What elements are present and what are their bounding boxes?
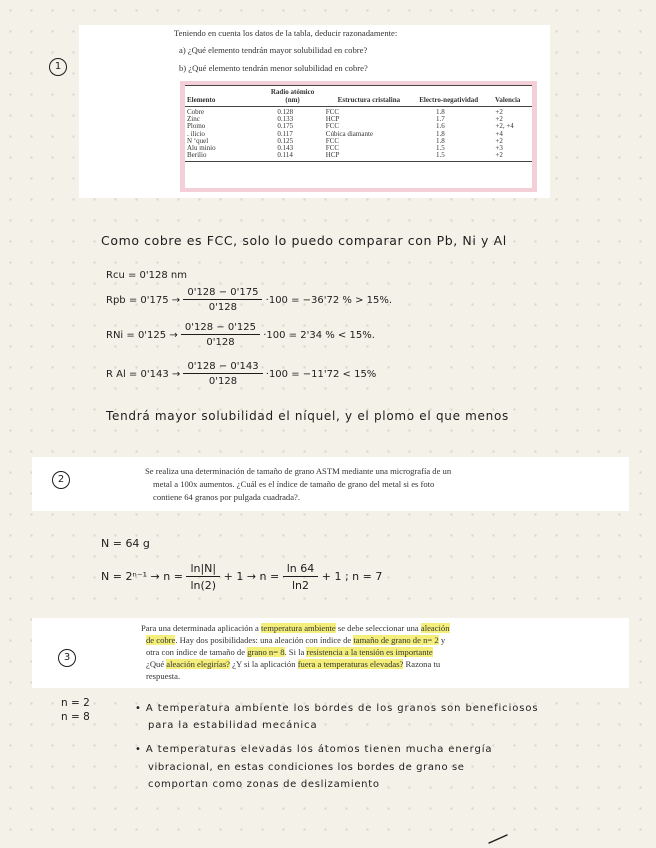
q3-bullet2-line3: comportan como zonas de deslizamiento <box>148 779 380 790</box>
table-cell: 1.8 <box>436 136 445 145</box>
question-3-card <box>32 618 629 688</box>
question-3-line2 <box>146 634 445 646</box>
q3-highlight: grano n= 8 <box>247 647 285 657</box>
table-cell: HCP <box>324 152 414 162</box>
table-header: Radio atómico (nm) <box>261 86 323 107</box>
q1-conclusion: Tendrá mayor solubilidad el níquel, y el plomo el que menos <box>106 409 509 423</box>
al-rhs: ·100 = −11'72 < 15% <box>265 369 377 380</box>
q2-f1-denominator: ln(2) <box>190 579 217 592</box>
element-table-frame <box>180 81 537 192</box>
question-2-line3: contiene 64 granos por pulgada cuadrada?. <box>153 492 300 502</box>
q3-highlight: tamaño de grano de n= 2 <box>353 635 439 645</box>
ni-fraction <box>181 322 260 348</box>
q1-answer-pb <box>106 287 392 313</box>
q3-text: . Si la <box>284 647 307 657</box>
pen-stroke-mark <box>487 832 511 846</box>
al-fraction <box>183 361 262 387</box>
pb-numerator: 0'128 − 0'175 <box>183 287 262 300</box>
table-cell: Berilio <box>185 152 261 162</box>
q2-answer-equation <box>101 562 382 592</box>
q2-eq-lhs: N = 2ⁿ⁻¹ → n = <box>101 570 183 583</box>
question-2-number: 2 <box>52 471 70 489</box>
table-header: Estructura cristalina <box>324 86 414 107</box>
q2-f2-numerator: ln 64 <box>283 562 319 577</box>
q3-bullet1-line1: • A temperatura ambiente los bordes de los granos son beneficiosos <box>135 703 539 714</box>
table-cell: +2 <box>495 108 503 116</box>
q2-fraction-1 <box>186 562 220 592</box>
ni-lhs: RNi = 0'125 → <box>106 330 178 341</box>
table-cell: +2, +4 <box>495 122 514 131</box>
question-1-item-b: b) ¿Qué elemento tendrán menor solubilidad en cobre? <box>179 63 368 73</box>
table-cell: N ‘quel <box>187 136 209 145</box>
q3-n1: n = 2 <box>61 697 90 709</box>
table-row <box>185 145 532 152</box>
table-cell: +2 <box>495 136 503 145</box>
question-2-card <box>32 457 629 511</box>
q3-text: otra con índice de tamaño de <box>146 647 248 657</box>
table-cell: FCC <box>325 136 340 145</box>
q3-n2: n = 8 <box>61 711 90 723</box>
q2-eq-end: + 1 ; n = 7 <box>321 570 383 583</box>
question-2-line2: metal a 100x aumentos. ¿Cuál es el índice de tamaño de grano del metal si es foto <box>153 479 435 489</box>
question-3-line5: respuesta. <box>146 671 181 681</box>
pb-lhs: Rpb = 0'175 → <box>106 295 181 306</box>
table-cell: +2 <box>483 152 532 162</box>
q3-bullet2-line1: • A temperaturas elevadas los átomos tienen mucha energía <box>135 744 493 755</box>
q3-highlight: aleación <box>420 623 450 633</box>
q3-highlight: resistencia a la tensión es importante <box>306 647 433 657</box>
table-cell: +3 <box>495 144 503 153</box>
table-cell: 1.6 <box>436 122 445 131</box>
question-1-item-a: a) ¿Qué elemento tendrán mayor solubilidad en cobre? <box>179 45 368 55</box>
q3-text: ¿Qué <box>146 659 167 669</box>
q2-fraction-2 <box>283 562 319 592</box>
element-table <box>185 85 532 162</box>
al-lhs: R Al = 0'143 → <box>106 369 181 380</box>
q1-answer-line1: Como cobre es FCC, solo lo puedo comparar con Pb, Ni y Al <box>101 233 507 248</box>
al-denominator: 0'128 <box>208 376 238 387</box>
q3-text: se debe seleccionar una <box>335 623 421 633</box>
q2-eq-mid: + 1 → n = <box>223 570 280 583</box>
q2-answer-given: N = 64 g <box>101 537 150 550</box>
table-cell: Cobre <box>187 108 205 116</box>
table-cell: 0.175 <box>277 122 294 131</box>
pb-rhs: ·100 = −36'72 % > 15%. <box>265 295 393 306</box>
table-cell: Cúbica diamante <box>325 129 374 138</box>
q3-text: ¿Y si la aplicación <box>229 659 298 669</box>
table-cell: 0.114 <box>261 152 323 162</box>
table-cell: Plomo <box>187 122 206 131</box>
table-cell: Alu minio <box>187 144 216 153</box>
table-header: Electro-negatividad <box>414 86 483 107</box>
table-cell: 0.133 <box>277 115 294 124</box>
pb-fraction <box>183 287 262 313</box>
table-cell: 0.143 <box>277 144 294 153</box>
q3-highlight: aleación elegirías? <box>166 659 230 669</box>
table-row <box>185 152 532 162</box>
table-cell: . ilicio <box>187 129 205 138</box>
ni-denominator: 0'128 <box>206 337 235 348</box>
ni-numerator: 0'128 − 0'125 <box>181 322 260 335</box>
table-cell: 0.128 <box>277 108 294 116</box>
table-cell: FCC <box>325 108 340 116</box>
table-row <box>185 138 532 145</box>
table-cell: 0.125 <box>277 136 294 145</box>
q3-text: Para una determinada aplicación a <box>141 623 262 633</box>
q2-f1-numerator: ln|N| <box>186 562 220 577</box>
table-cell: 1.5 <box>414 152 483 162</box>
q1-answer-ni <box>106 322 375 348</box>
table-cell: +4 <box>495 129 503 138</box>
q3-highlight: fuera a temperaturas elevadas? <box>297 659 404 669</box>
q3-text: Razona tu <box>403 659 441 669</box>
table-row <box>185 107 532 117</box>
table-row <box>185 116 532 123</box>
question-3-line4 <box>146 658 440 670</box>
q3-bullet2-line2: vibracional, en estas condiciones los bordes de grano se <box>148 762 465 773</box>
table-cell: Zinc <box>187 115 200 124</box>
table-cell: 1.5 <box>436 144 445 153</box>
q3-text: . Hay dos posibilidades: una aleación con índice de <box>175 635 354 645</box>
table-cell: +2 <box>495 115 503 124</box>
q3-text: y <box>438 635 446 645</box>
table-header: Elemento <box>185 86 261 107</box>
q2-f2-denominator: ln2 <box>291 579 309 592</box>
table-cell: 1.8 <box>436 108 445 116</box>
pb-denominator: 0'128 <box>208 302 237 313</box>
question-1-number: 1 <box>49 58 67 76</box>
table-cell: HCP <box>325 115 340 124</box>
table-cell: FCC <box>325 122 340 131</box>
q3-highlight: temperatura ambiente <box>261 623 336 633</box>
table-cell: 1.8 <box>436 129 445 138</box>
table-row <box>185 131 532 138</box>
table-header: Valencia <box>483 86 532 107</box>
question-2-line1: Se realiza una determinación de tamaño de grano ASTM mediante una micrografía de un <box>145 466 452 476</box>
q1-answer-rcu: Rcu = 0'128 nm <box>106 270 187 281</box>
question-1-intro: Teniendo en cuenta los datos de la tabla, deducir razonadamente: <box>174 28 398 38</box>
question-3-line3 <box>146 646 433 658</box>
q1-answer-al <box>106 361 376 387</box>
q3-bullet1-line2: para la estabilidad mecánica <box>148 720 318 731</box>
table-cell: FCC <box>325 144 340 153</box>
table-cell: 0.117 <box>277 129 293 138</box>
table-cell: 1.7 <box>436 115 445 124</box>
question-3-line1 <box>141 622 450 634</box>
al-numerator: 0'128 − 0'143 <box>183 361 262 374</box>
question-3-number: 3 <box>58 649 76 667</box>
ni-rhs: ·100 = 2'34 % < 15%. <box>263 330 375 341</box>
q3-highlight: de cobre <box>146 635 176 645</box>
